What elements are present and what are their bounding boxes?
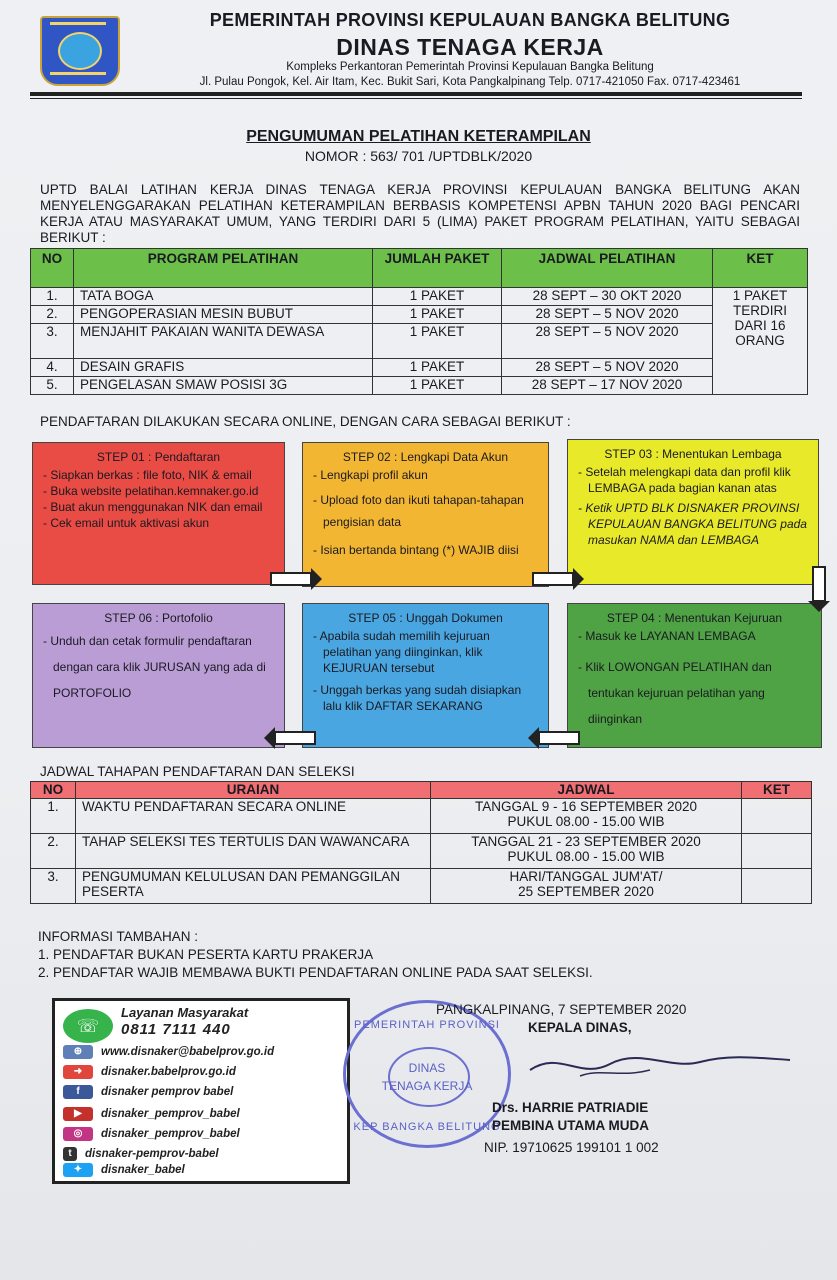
row-program: TATA BOGA bbox=[74, 288, 373, 306]
row-jadwal bbox=[431, 799, 742, 834]
instagram-icon: ◎ bbox=[63, 1127, 93, 1141]
row-jadwal: 28 SEPT – 5 NOV 2020 bbox=[502, 359, 713, 377]
signature-role: KEPALA DINAS, bbox=[528, 1020, 632, 1035]
row-jadwal-line: PUKUL 08.00 - 15.00 WIB bbox=[507, 849, 665, 864]
contact-web: disnaker.babelprov.go.id bbox=[101, 1066, 236, 1079]
col-no: NO bbox=[31, 782, 76, 799]
row-ket bbox=[742, 869, 812, 904]
step-title: STEP 02 : Lengkapi Data Akun bbox=[342, 450, 509, 464]
row-jumlah: 1 PAKET bbox=[373, 288, 502, 306]
arrow-left-icon bbox=[538, 731, 580, 745]
col-program: PROGRAM PELATIHAN bbox=[74, 249, 373, 288]
step-item: - Upload foto dan ikuti tahapan-tahapan pengisian data bbox=[313, 493, 524, 529]
step-item: - Setelah melengkapi data dan profil klik LEMBAGA pada bagian kanan atas bbox=[578, 465, 791, 495]
document-number: NOMOR : 563/ 701 /UPTDBLK/2020 bbox=[304, 148, 533, 164]
contact-instagram: disnaker_pemprov_babel bbox=[101, 1128, 240, 1141]
row-jadwal-line: 25 SEPTEMBER 2020 bbox=[518, 884, 654, 899]
row-no: 1. bbox=[31, 288, 74, 306]
row-jadwal: 28 SEPT – 5 NOV 2020 bbox=[502, 324, 713, 359]
step-05-card bbox=[302, 603, 549, 748]
contact-twitter-row bbox=[63, 1163, 185, 1177]
row-jadwal bbox=[431, 869, 742, 904]
whatsapp-icon: ☏ bbox=[63, 1009, 113, 1043]
row-uraian: PENGUMUMAN KELULUSAN DAN PEMANGGILAN PESERTA bbox=[76, 869, 431, 904]
header-complex: Kompleks Perkantoran Pemerintah Provinsi Kepulauan Bangka Belitung bbox=[286, 61, 654, 73]
pointer-icon: ➜ bbox=[63, 1065, 93, 1079]
row-no: 5. bbox=[31, 377, 74, 395]
row-program: MENJAHIT PAKAIAN WANITA DEWASA bbox=[74, 324, 373, 359]
contact-tiktok: disnaker-pemprov-babel bbox=[85, 1148, 219, 1161]
contact-title: Layanan Masyarakat bbox=[121, 1005, 249, 1020]
table-row bbox=[31, 799, 812, 834]
step-03-card bbox=[567, 439, 819, 585]
twitter-icon: ✦ bbox=[63, 1163, 93, 1177]
row-jadwal-line: TANGGAL 9 - 16 SEPTEMBER 2020 bbox=[474, 799, 698, 814]
registration-heading: PENDAFTARAN DILAKUKAN SECARA ONLINE, DENGAN CARA SEBAGAI BERIKUT : bbox=[40, 414, 571, 429]
signature-rank: PEMBINA UTAMA MUDA bbox=[492, 1118, 649, 1133]
contact-facebook-row bbox=[63, 1085, 233, 1099]
col-jumlah: JUMLAH PAKET bbox=[373, 249, 502, 288]
step-item: - Isian bertanda bintang (*) WAJIB diisi bbox=[313, 543, 519, 557]
step-item: - Buat akun menggunakan NIK dan email bbox=[43, 500, 263, 514]
additional-info bbox=[38, 928, 593, 982]
logo-base bbox=[50, 72, 106, 75]
step-title: STEP 05 : Unggah Dokumen bbox=[348, 611, 503, 625]
row-uraian: WAKTU PENDAFTARAN SECARA ONLINE bbox=[76, 799, 431, 834]
header-government: PEMERINTAH PROVINSI KEPULAUAN BANGKA BELITUNG bbox=[209, 10, 731, 30]
schedule-heading: JADWAL TAHAPAN PENDAFTARAN DAN SELEKSI bbox=[40, 764, 355, 779]
step-item: - Unggah berkas yang sudah disiapkan lalu klik DAFTAR SEKARANG bbox=[313, 683, 522, 713]
info-heading: INFORMASI TAMBAHAN : bbox=[38, 929, 199, 944]
ket-note: 1 PAKET TERDIRI DARI 16 ORANG bbox=[713, 288, 808, 395]
info-item: 1. PENDAFTAR BUKAN PESERTA KARTU PRAKERJA bbox=[38, 947, 374, 962]
signature-name: Drs. HARRIE PATRIADIE bbox=[492, 1100, 649, 1115]
col-ket: KET bbox=[713, 249, 808, 288]
step-06-card bbox=[32, 603, 285, 748]
step-04-card bbox=[567, 603, 822, 748]
tiktok-icon: t bbox=[63, 1147, 77, 1161]
schedule-table-header bbox=[31, 782, 812, 799]
col-jadwal: JADWAL bbox=[431, 782, 742, 799]
row-program: PENGELASAN SMAW POSISI 3G bbox=[74, 377, 373, 395]
step-item: - Unduh dan cetak formulir pendaftaran dengan cara klik JURUSAN yang ada di PORTOFOLIO bbox=[43, 634, 266, 700]
row-jadwal: 28 SEPT – 30 OKT 2020 bbox=[502, 288, 713, 306]
row-jadwal: 28 SEPT – 17 NOV 2020 bbox=[502, 377, 713, 395]
step-title: STEP 03 : Menentukan Lembaga bbox=[604, 447, 782, 461]
row-jadwal: 28 SEPT – 5 NOV 2020 bbox=[502, 306, 713, 324]
row-ket bbox=[742, 799, 812, 834]
arrow-right-icon bbox=[532, 572, 574, 586]
row-jadwal-line: TANGGAL 21 - 23 SEPTEMBER 2020 bbox=[471, 834, 701, 849]
step-01-card bbox=[32, 442, 285, 585]
province-logo bbox=[40, 16, 120, 86]
contact-phone: 0811 7111 440 bbox=[121, 1021, 231, 1038]
signature-place-date: PANGKALPINANG, 7 SEPTEMBER 2020 bbox=[436, 1002, 687, 1017]
facebook-icon: f bbox=[63, 1085, 93, 1099]
step-item: - Cek email untuk aktivasi akun bbox=[43, 516, 210, 530]
step-item: - Buka website pelatihan.kemnaker.go.id bbox=[43, 484, 259, 498]
contact-web-row bbox=[63, 1065, 236, 1079]
step-02-card bbox=[302, 442, 549, 587]
logo-banner bbox=[50, 22, 106, 25]
row-ket bbox=[742, 834, 812, 869]
schedule-table bbox=[30, 781, 812, 904]
row-program: PENGOPERASIAN MESIN BUBUT bbox=[74, 306, 373, 324]
col-uraian: URAIAN bbox=[76, 782, 431, 799]
col-no: NO bbox=[31, 249, 74, 288]
table-row bbox=[31, 869, 812, 904]
col-jadwal: JADWAL PELATIHAN bbox=[502, 249, 713, 288]
row-jumlah: 1 PAKET bbox=[373, 359, 502, 377]
step-item: - Masuk ke LAYANAN LEMBAGA bbox=[578, 629, 756, 643]
contact-youtube-row bbox=[63, 1107, 240, 1121]
step-title: STEP 01 : Pendaftaran bbox=[96, 450, 221, 464]
stamp-bottom-text: KEP BANGKA BELITUNG bbox=[353, 1121, 501, 1133]
signature-nip: NIP. 19710625 199101 1 002 bbox=[484, 1140, 659, 1155]
col-ket: KET bbox=[742, 782, 812, 799]
contact-twitter: disnaker_babel bbox=[101, 1164, 185, 1177]
step-title: STEP 06 : Portofolio bbox=[104, 611, 213, 625]
youtube-icon: ▶ bbox=[63, 1107, 93, 1121]
row-no: 1. bbox=[31, 799, 76, 834]
row-jadwal-line: HARI/TANGGAL JUM'AT/ bbox=[509, 869, 663, 884]
stamp-center-2: TENAGA KERJA bbox=[381, 1079, 473, 1093]
program-table bbox=[30, 248, 808, 395]
row-uraian: TAHAP SELEKSI TES TERTULIS DAN WAWANCARA bbox=[76, 834, 431, 869]
stamp-top-text: PEMERINTAH PROVINSI bbox=[354, 1019, 500, 1031]
info-item: 2. PENDAFTAR WAJIB MEMBAWA BUKTI PENDAFTARAN ONLINE PADA SAAT SELEKSI. bbox=[38, 965, 593, 980]
row-program: DESAIN GRAFIS bbox=[74, 359, 373, 377]
arrow-down-icon bbox=[812, 566, 826, 602]
table-row bbox=[31, 377, 808, 395]
arrow-right-icon bbox=[270, 572, 312, 586]
row-no: 2. bbox=[31, 834, 76, 869]
table-row bbox=[31, 288, 808, 306]
row-no: 2. bbox=[31, 306, 74, 324]
contact-email-row bbox=[63, 1045, 274, 1059]
arrow-left-icon bbox=[274, 731, 316, 745]
table-row bbox=[31, 834, 812, 869]
contact-email: www.disnaker@babelprov.go.id bbox=[101, 1046, 275, 1059]
header-divider-thin bbox=[30, 98, 802, 99]
stamp-inner-ring bbox=[388, 1047, 470, 1107]
row-no: 3. bbox=[31, 869, 76, 904]
row-jumlah: 1 PAKET bbox=[373, 377, 502, 395]
contact-tiktok-row bbox=[63, 1147, 219, 1161]
program-table-header bbox=[31, 249, 808, 288]
step-item: - Lengkapi profil akun bbox=[313, 468, 428, 482]
contact-instagram-row bbox=[63, 1127, 240, 1141]
header-department: DINAS TENAGA KERJA bbox=[336, 34, 604, 60]
step-item: - Klik LOWONGAN PELATIHAN dan tentukan kejuruan pelatihan yang diinginkan bbox=[578, 660, 772, 726]
table-row bbox=[31, 359, 808, 377]
contact-facebook: disnaker pemprov babel bbox=[101, 1086, 234, 1099]
row-jadwal bbox=[431, 834, 742, 869]
stamp-center-1: DINAS bbox=[408, 1061, 446, 1075]
official-stamp bbox=[343, 1000, 511, 1148]
contact-card bbox=[52, 998, 350, 1184]
row-no: 3. bbox=[31, 324, 74, 359]
step-item: - Siapkan berkas : file foto, NIK & email bbox=[43, 468, 252, 482]
document-title: PENGUMUMAN PELATIHAN KETERAMPILAN bbox=[246, 128, 591, 145]
row-no: 4. bbox=[31, 359, 74, 377]
header-divider bbox=[30, 92, 802, 96]
row-jumlah: 1 PAKET bbox=[373, 324, 502, 359]
table-row bbox=[31, 324, 808, 359]
row-jumlah: 1 PAKET bbox=[373, 306, 502, 324]
logo-emblem bbox=[58, 32, 102, 70]
contact-youtube: disnaker_pemprov_babel bbox=[101, 1108, 240, 1121]
step-item: - Ketik UPTD BLK DISNAKER PROVINSI KEPULAUAN BANGKA BELITUNG pada masukan NAMA dan LEMBAGA bbox=[578, 501, 807, 547]
table-row bbox=[31, 306, 808, 324]
header-address: Jl. Pulau Pongok, Kel. Air Itam, Kec. Bukit Sari, Kota Pangkalpinang Telp. 0717-421050 Fax. 0717-423461 bbox=[199, 76, 741, 88]
globe-icon: ⊕ bbox=[63, 1045, 93, 1059]
row-jadwal-line: PUKUL 08.00 - 15.00 WIB bbox=[507, 814, 665, 829]
step-item: - Apabila sudah memilih kejuruan pelatihan yang diinginkan, klik KEJURUAN tersebut bbox=[313, 629, 490, 675]
handwritten-signature bbox=[520, 1040, 800, 1090]
intro-paragraph: UPTD BALAI LATIHAN KERJA DINAS TENAGA KERJA PROVINSI KEPULAUAN BANGKA BELITUNG AKAN MENYELENGGARAKAN PELATIHAN KETERAMPILAN BERBASIS KOMPETENSI APBN TAHUN 2020 BAGI PENCARI KERJA ATAU MASYARAKAT UMUM, YANG TERDIRI DARI 5 (LIMA) PAKET PROGRAM PELATIHAN, YAITU SEBAGAI BERIKUT : bbox=[40, 182, 800, 245]
step-title: STEP 04 : Menentukan Kejuruan bbox=[606, 611, 783, 625]
